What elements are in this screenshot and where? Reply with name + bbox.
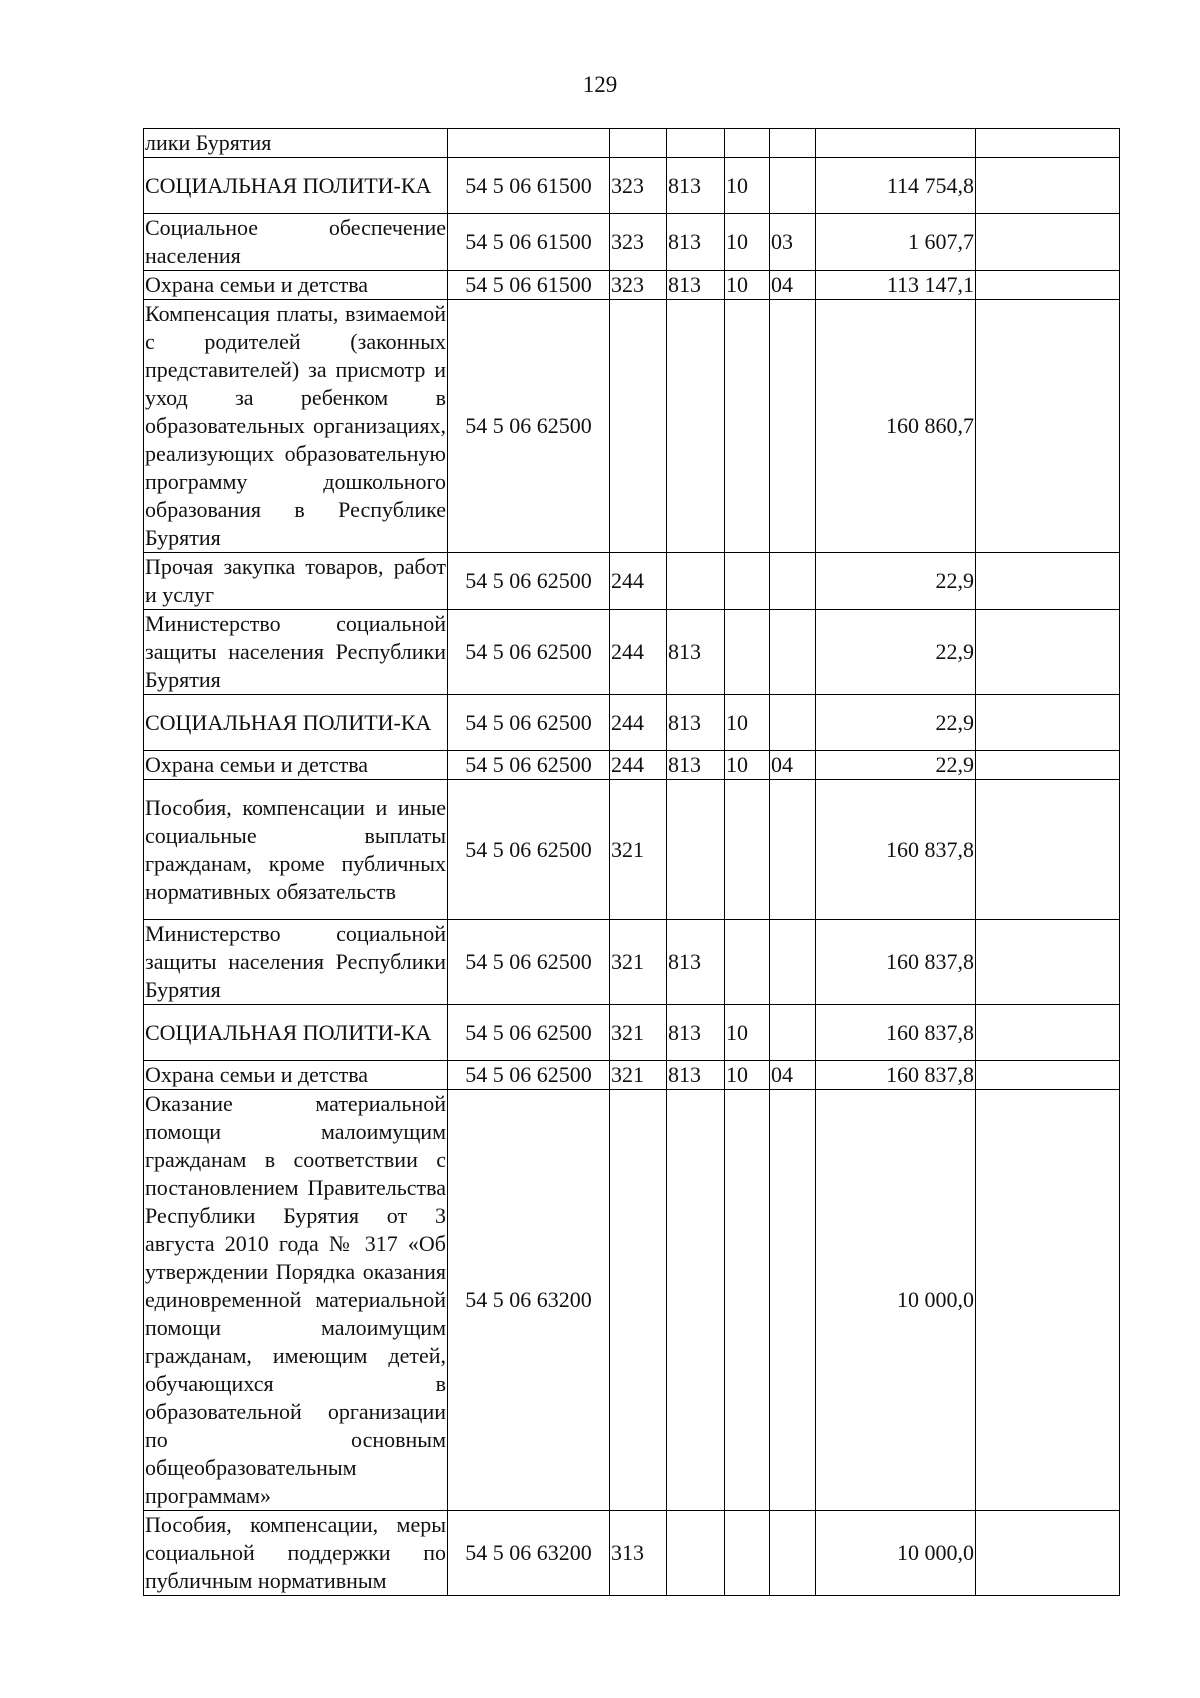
subsection-code: 03 [770,214,816,271]
expense-type-code: 323 [610,214,667,271]
ministry-code [667,553,725,610]
table-row [144,695,1120,751]
subsection-code [770,780,816,920]
subsection-code [770,1511,816,1596]
subsection-code [770,1090,816,1511]
extra-column [976,1511,1120,1596]
section-code: 10 [725,751,770,780]
ministry-code [667,1090,725,1511]
ministry-code: 813 [667,158,725,214]
subsection-code [770,158,816,214]
ministry-code: 813 [667,695,725,751]
section-code [725,780,770,920]
amount-value: 1 607,7 [816,214,976,271]
ministry-code: 813 [667,1061,725,1090]
extra-column [976,1090,1120,1511]
subsection-code [770,610,816,695]
subsection-code [770,920,816,1005]
ministry-code: 813 [667,271,725,300]
expense-type-code: 244 [610,751,667,780]
expense-type-code [610,129,667,158]
row-description: СОЦИАЛЬНАЯ ПОЛИТИ-КА [144,158,448,214]
ministry-code: 813 [667,214,725,271]
expense-type-code: 321 [610,780,667,920]
row-description: Социальное обеспечение населения [144,214,448,271]
extra-column [976,129,1120,158]
section-code [725,129,770,158]
expense-type-code [610,1090,667,1511]
amount-value: 10 000,0 [816,1090,976,1511]
target-article-code: 54 5 06 61500 [448,271,610,300]
amount-value: 22,9 [816,610,976,695]
table-row [144,1061,1120,1090]
expense-type-code: 321 [610,1005,667,1061]
section-code [725,553,770,610]
target-article-code: 54 5 06 63200 [448,1090,610,1511]
subsection-code [770,1005,816,1061]
amount-value: 22,9 [816,751,976,780]
subsection-code: 04 [770,1061,816,1090]
amount-value: 160 837,8 [816,1061,976,1090]
row-description: Пособия, компенсации и иные социальные выплаты гражданам, кроме публичных нормативных обязательств [144,780,448,920]
target-article-code: 54 5 06 61500 [448,214,610,271]
row-description: Компенсация платы, взимаемой с родителей (законных представителей) за присмотр и уход за ребенком в образовательных организациях, реализующих образовательную программу дошкольного образования в Республике Бурятия [144,300,448,553]
row-description: Министерство социальной защиты населения Республики Бурятия [144,920,448,1005]
table-row [144,271,1120,300]
row-description: Охрана семьи и детства [144,1061,448,1090]
row-description: Охрана семьи и детства [144,751,448,780]
section-code: 10 [725,158,770,214]
target-article-code: 54 5 06 62500 [448,1005,610,1061]
ministry-code [667,1511,725,1596]
amount-value: 160 837,8 [816,920,976,1005]
extra-column [976,610,1120,695]
row-description: Охрана семьи и детства [144,271,448,300]
expense-type-code: 323 [610,271,667,300]
table-row [144,780,1120,920]
row-description: СОЦИАЛЬНАЯ ПОЛИТИ-КА [144,695,448,751]
amount-value [816,129,976,158]
expense-type-code: 321 [610,920,667,1005]
amount-value: 10 000,0 [816,1511,976,1596]
section-code [725,1511,770,1596]
budget-table [143,128,1120,1596]
amount-value: 160 837,8 [816,780,976,920]
extra-column [976,553,1120,610]
expense-type-code: 244 [610,695,667,751]
row-description: Пособия, компенсации, меры социальной поддержки по публичным нормативным [144,1511,448,1596]
table-row [144,158,1120,214]
table-row [144,1090,1120,1511]
expense-type-code: 321 [610,1061,667,1090]
amount-value: 160 837,8 [816,1005,976,1061]
row-description: лики Бурятия [144,129,448,158]
table-row [144,300,1120,553]
table-row [144,751,1120,780]
row-description: Оказание материальной помощи малоимущим гражданам в соответствии с постановлением Правительства Республики Бурятия от 3 августа 2010 года № 317 «Об утверждении Порядка оказания единовременной материальной помощи малоимущим гражданам, имеющим детей, обучающихся в образовательной организации по основным общеобразовательным программам» [144,1090,448,1511]
expense-type-code: 244 [610,610,667,695]
table-row [144,1511,1120,1596]
section-code: 10 [725,271,770,300]
target-article-code: 54 5 06 62500 [448,610,610,695]
expense-type-code: 323 [610,158,667,214]
extra-column [976,300,1120,553]
extra-column [976,271,1120,300]
subsection-code: 04 [770,751,816,780]
ministry-code: 813 [667,610,725,695]
section-code [725,610,770,695]
section-code: 10 [725,1061,770,1090]
section-code [725,300,770,553]
table-row [144,920,1120,1005]
ministry-code [667,780,725,920]
section-code: 10 [725,695,770,751]
section-code: 10 [725,1005,770,1061]
section-code [725,920,770,1005]
extra-column [976,1061,1120,1090]
extra-column [976,695,1120,751]
row-description: Министерство социальной защиты населения Республики Бурятия [144,610,448,695]
table-body [144,129,1120,1596]
table-row [144,129,1120,158]
expense-type-code: 313 [610,1511,667,1596]
table-row [144,1005,1120,1061]
page-number: 129 [582,72,618,97]
subsection-code: 04 [770,271,816,300]
target-article-code: 54 5 06 62500 [448,751,610,780]
row-description: СОЦИАЛЬНАЯ ПОЛИТИ-КА [144,1005,448,1061]
target-article-code: 54 5 06 62500 [448,920,610,1005]
ministry-code [667,300,725,553]
table-row [144,553,1120,610]
target-article-code: 54 5 06 62500 [448,553,610,610]
extra-column [976,780,1120,920]
section-code: 10 [725,214,770,271]
expense-type-code: 244 [610,553,667,610]
ministry-code: 813 [667,751,725,780]
amount-value: 22,9 [816,695,976,751]
expense-type-code [610,300,667,553]
subsection-code [770,553,816,610]
amount-value: 114 754,8 [816,158,976,214]
extra-column [976,214,1120,271]
section-code [725,1090,770,1511]
table-row [144,214,1120,271]
extra-column [976,920,1120,1005]
row-description: Прочая закупка товаров, работ и услуг [144,553,448,610]
subsection-code [770,300,816,553]
target-article-code: 54 5 06 62500 [448,780,610,920]
amount-value: 113 147,1 [816,271,976,300]
target-article-code [448,129,610,158]
ministry-code: 813 [667,920,725,1005]
ministry-code: 813 [667,1005,725,1061]
subsection-code [770,695,816,751]
target-article-code: 54 5 06 63200 [448,1511,610,1596]
target-article-code: 54 5 06 62500 [448,300,610,553]
target-article-code: 54 5 06 61500 [448,158,610,214]
extra-column [976,158,1120,214]
extra-column [976,1005,1120,1061]
ministry-code [667,129,725,158]
amount-value: 160 860,7 [816,300,976,553]
table-row [144,610,1120,695]
target-article-code: 54 5 06 62500 [448,695,610,751]
extra-column [976,751,1120,780]
amount-value: 22,9 [816,553,976,610]
target-article-code: 54 5 06 62500 [448,1061,610,1090]
subsection-code [770,129,816,158]
